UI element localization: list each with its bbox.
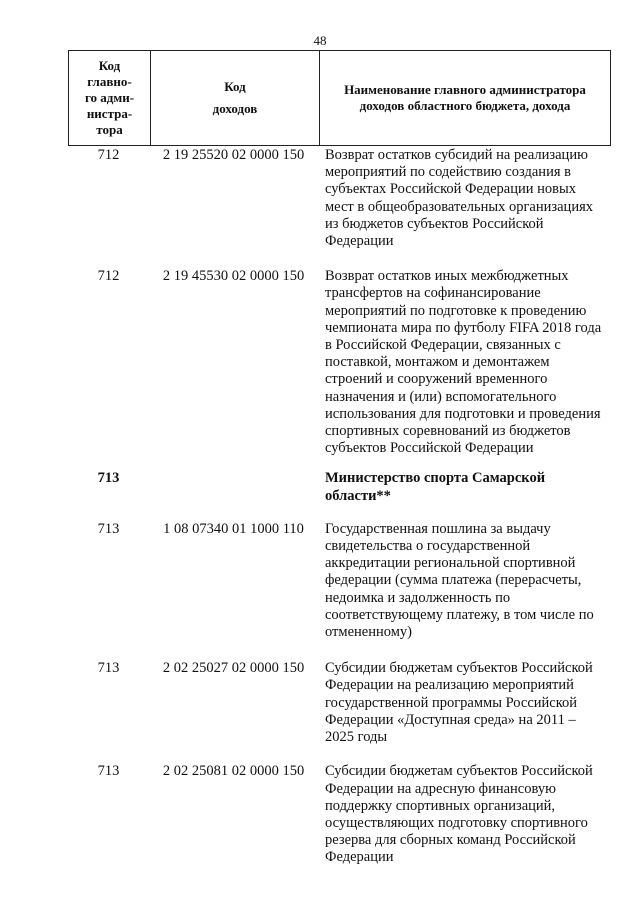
row-income-code: 2 19 45530 02 0000 150 [162,268,305,285]
row-income-code: 2 02 25027 02 0000 150 [162,660,305,677]
table-body [68,147,611,884]
row-income-code: 1 08 07340 01 1000 110 [163,520,304,537]
table-row [68,147,611,250]
row-admin-code: 712 [97,268,120,285]
row-name: Субсидии бюджетам субъектов Российской Федерации на реализацию мероприятий государственной программы Российской Федерации «Доступная среда» на 2011 – 2025 годы [325,660,593,746]
header-admin-code: Код главно- го адми- нистра- тора [84,58,135,137]
table-row [68,268,611,457]
row-admin-code: 713 [97,763,120,780]
table-header [68,50,611,146]
row-admin-code: 713 [97,520,120,537]
header-name: Наименование главного администратора доходов областного бюджета, дохода [319,51,610,145]
table-row [68,763,611,866]
row-income-code: 2 02 25081 02 0000 150 [162,763,305,780]
row-name: Государственная пошлина за выдачу свидетельства о государственной аккредитации региональной спортивной федерации (сумма платежа (перерасчеты, недоимка и задолженность по соответствующему платежу, в том числе по отмененному) [325,520,594,641]
row-name: Возврат остатков субсидий на реализацию мероприятий по содействию создания в субъектах Российской Федерации новых мест в общеобразовательных организациях из бюджетов субъектов Российской Федерации [325,147,593,250]
row-admin-code: 713 [97,470,120,487]
header-income-code: Код доходов [150,51,319,145]
row-admin-code: 712 [97,147,120,163]
row-admin-code: 713 [97,660,120,677]
row-name: Возврат остатков иных межбюджетных трансфертов на софинансирование мероприятий по подготовке к проведению чемпионата мира по футболу FIFA 2018 года в Российской Федерации, связанных с поставкой, монтажом и демонтажем строений и сооружений временного назначения и (или) вспомогательного использования для подготовки и проведения спортивных соревнований из бюджетов субъектов Российской Федерации [325,268,602,457]
table-row-section-header [68,470,611,504]
row-name: Субсидии бюджетам субъектов Российской Федерации на адресную финансовую поддержку спортивных организаций, осуществляющих подготовку спортивного резерва для сборных команд Российской Федерации [325,763,593,866]
page-number: 48 [313,33,327,48]
table-row [68,660,611,746]
table-row [68,521,611,641]
row-income-code: 2 19 25520 02 0000 150 [162,147,305,163]
row-income-code [149,470,318,504]
row-name: Министерство спорта Самарской области** [325,470,546,504]
